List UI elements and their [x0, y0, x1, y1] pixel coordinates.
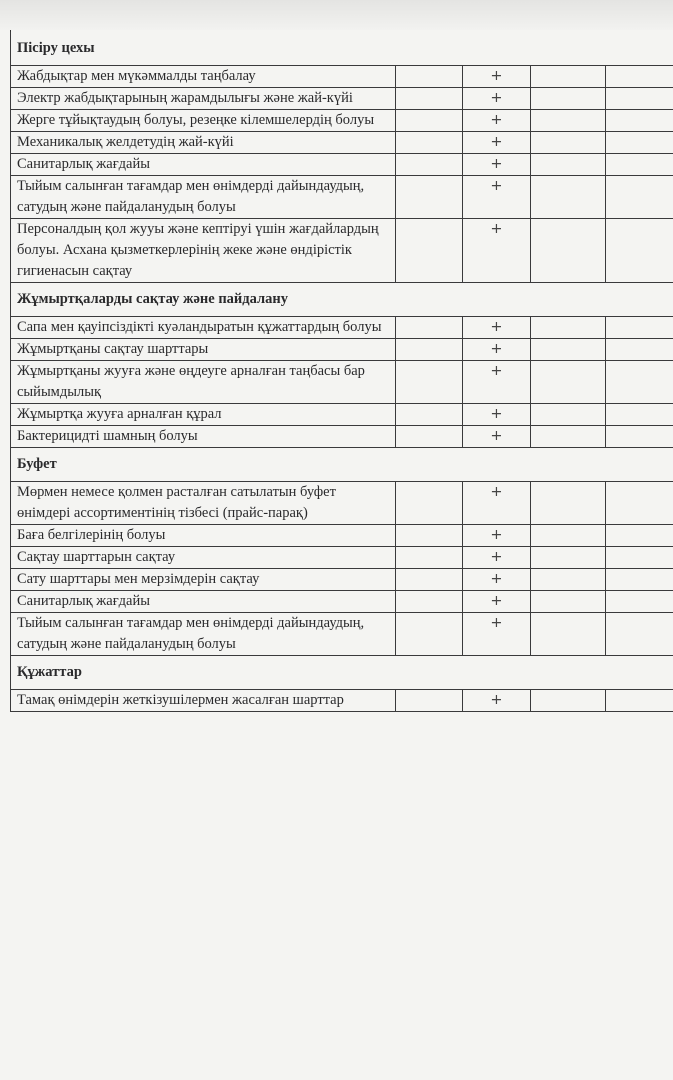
- empty-mark-cell: [606, 569, 673, 591]
- requirement-text: Персоналдың қол жууы және кептіруі үшін жағдайлардың болуы. Асхана қызметкерлерінің жеке және өндірістік гигиенасын сақтау: [11, 219, 396, 283]
- table-row: [11, 690, 673, 712]
- requirement-text: Жабдықтар мен мүкәммалды таңбалау: [11, 66, 396, 88]
- requirement-text: Бактерицидті шамның болуы: [11, 426, 396, 448]
- table-row: [11, 66, 673, 88]
- table-row: [11, 361, 673, 404]
- empty-mark-cell: [396, 66, 463, 88]
- section-title: Құжаттар: [11, 656, 673, 690]
- check-mark-cell: +: [463, 569, 531, 591]
- table-row: [11, 482, 673, 525]
- checklist-body: [11, 32, 673, 712]
- section-header-row: [11, 656, 673, 690]
- empty-mark-cell: [396, 613, 463, 656]
- table-row: [11, 110, 673, 132]
- table-row: [11, 317, 673, 339]
- check-mark-cell: +: [463, 547, 531, 569]
- empty-mark-cell: [531, 426, 606, 448]
- table-row: [11, 154, 673, 176]
- section-title: Буфет: [11, 448, 673, 482]
- empty-mark-cell: [396, 110, 463, 132]
- requirement-text: Сақтау шарттарын сақтау: [11, 547, 396, 569]
- check-mark-cell: +: [463, 154, 531, 176]
- empty-mark-cell: [396, 547, 463, 569]
- empty-mark-cell: [606, 426, 673, 448]
- table-row: [11, 219, 673, 283]
- empty-mark-cell: [606, 88, 673, 110]
- table-row: [11, 339, 673, 361]
- empty-mark-cell: [531, 404, 606, 426]
- empty-mark-cell: [396, 339, 463, 361]
- empty-mark-cell: [606, 339, 673, 361]
- section-header-row: [11, 32, 673, 66]
- table-row: [11, 525, 673, 547]
- check-mark-cell: +: [463, 404, 531, 426]
- requirement-text: Жерге тұйықтаудың болуы, резеңке кілемшелердің болуы: [11, 110, 396, 132]
- empty-mark-cell: [531, 591, 606, 613]
- empty-mark-cell: [531, 132, 606, 154]
- empty-mark-cell: [606, 317, 673, 339]
- empty-mark-cell: [396, 404, 463, 426]
- table-row: [11, 404, 673, 426]
- requirement-text: Жұмыртқа жууға арналған құрал: [11, 404, 396, 426]
- empty-mark-cell: [531, 690, 606, 712]
- table-row: [11, 613, 673, 656]
- check-mark-cell: +: [463, 219, 531, 283]
- section-title: Пісіру цехы: [11, 32, 673, 66]
- empty-mark-cell: [531, 547, 606, 569]
- empty-mark-cell: [396, 690, 463, 712]
- empty-mark-cell: [396, 361, 463, 404]
- empty-mark-cell: [606, 219, 673, 283]
- empty-mark-cell: [606, 404, 673, 426]
- section-header-row: [11, 283, 673, 317]
- empty-mark-cell: [531, 482, 606, 525]
- check-mark-cell: +: [463, 525, 531, 547]
- requirement-text: Механикалық желдетудің жай-күйі: [11, 132, 396, 154]
- empty-mark-cell: [531, 339, 606, 361]
- requirement-text: Жұмыртқаны жууға және өңдеуге арналған таңбасы бар сыйымдылық: [11, 361, 396, 404]
- table-row: [11, 132, 673, 154]
- empty-mark-cell: [531, 219, 606, 283]
- requirement-text: Тамақ өнімдерін жеткізушілермен жасалған шарттар: [11, 690, 396, 712]
- empty-mark-cell: [396, 525, 463, 547]
- check-mark-cell: +: [463, 613, 531, 656]
- check-mark-cell: +: [463, 690, 531, 712]
- empty-mark-cell: [606, 176, 673, 219]
- requirement-text: Сапа мен қауіпсіздікті куәландыратын құжаттардың болуы: [11, 317, 396, 339]
- check-mark-cell: +: [463, 339, 531, 361]
- requirement-text: Электр жабдықтарының жарамдылығы және жай-күйі: [11, 88, 396, 110]
- empty-mark-cell: [606, 154, 673, 176]
- requirement-text: Мөрмен немесе қолмен расталған сатылатын буфет өнімдері ассортиментінің тізбесі (прайс-парақ): [11, 482, 396, 525]
- requirement-text: Баға белгілерінің болуы: [11, 525, 396, 547]
- check-mark-cell: +: [463, 66, 531, 88]
- section-header-row: [11, 448, 673, 482]
- check-mark-cell: +: [463, 317, 531, 339]
- empty-mark-cell: [396, 132, 463, 154]
- section-title: Жұмыртқаларды сақтау және пайдалану: [11, 283, 673, 317]
- empty-mark-cell: [606, 66, 673, 88]
- check-mark-cell: +: [463, 591, 531, 613]
- empty-mark-cell: [606, 361, 673, 404]
- page-top-shadow: [0, 0, 673, 30]
- empty-mark-cell: [606, 110, 673, 132]
- empty-mark-cell: [531, 525, 606, 547]
- empty-mark-cell: [531, 88, 606, 110]
- check-mark-cell: +: [463, 176, 531, 219]
- empty-mark-cell: [531, 569, 606, 591]
- empty-mark-cell: [396, 569, 463, 591]
- check-mark-cell: +: [463, 361, 531, 404]
- check-mark-cell: +: [463, 110, 531, 132]
- empty-mark-cell: [531, 613, 606, 656]
- empty-mark-cell: [606, 482, 673, 525]
- empty-mark-cell: [606, 591, 673, 613]
- empty-mark-cell: [396, 88, 463, 110]
- empty-mark-cell: [396, 317, 463, 339]
- table-row: [11, 88, 673, 110]
- requirement-text: Тыйым салынған тағамдар мен өнімдерді дайындаудың, сатудың және пайдаланудың болуы: [11, 176, 396, 219]
- check-mark-cell: +: [463, 482, 531, 525]
- table-row: [11, 547, 673, 569]
- requirement-text: Сату шарттары мен мерзімдерін сақтау: [11, 569, 396, 591]
- empty-mark-cell: [606, 613, 673, 656]
- empty-mark-cell: [531, 176, 606, 219]
- empty-mark-cell: [396, 154, 463, 176]
- empty-mark-cell: [396, 219, 463, 283]
- empty-mark-cell: [396, 482, 463, 525]
- table-row: [11, 176, 673, 219]
- requirement-text: Санитарлық жағдайы: [11, 591, 396, 613]
- requirement-text: Жұмыртқаны сақтау шарттары: [11, 339, 396, 361]
- inspection-checklist-table: [10, 32, 673, 712]
- requirement-text: Тыйым салынған тағамдар мен өнімдерді дайындаудың, сатудың және пайдаланудың болуы: [11, 613, 396, 656]
- table-row: [11, 591, 673, 613]
- check-mark-cell: +: [463, 426, 531, 448]
- check-mark-cell: +: [463, 132, 531, 154]
- empty-mark-cell: [606, 690, 673, 712]
- empty-mark-cell: [531, 154, 606, 176]
- empty-mark-cell: [606, 132, 673, 154]
- requirement-text: Санитарлық жағдайы: [11, 154, 396, 176]
- table-row: [11, 569, 673, 591]
- empty-mark-cell: [531, 317, 606, 339]
- empty-mark-cell: [531, 66, 606, 88]
- check-mark-cell: +: [463, 88, 531, 110]
- empty-mark-cell: [396, 591, 463, 613]
- table-row: [11, 426, 673, 448]
- empty-mark-cell: [531, 361, 606, 404]
- empty-mark-cell: [606, 547, 673, 569]
- empty-mark-cell: [606, 525, 673, 547]
- empty-mark-cell: [396, 176, 463, 219]
- empty-mark-cell: [396, 426, 463, 448]
- empty-mark-cell: [531, 110, 606, 132]
